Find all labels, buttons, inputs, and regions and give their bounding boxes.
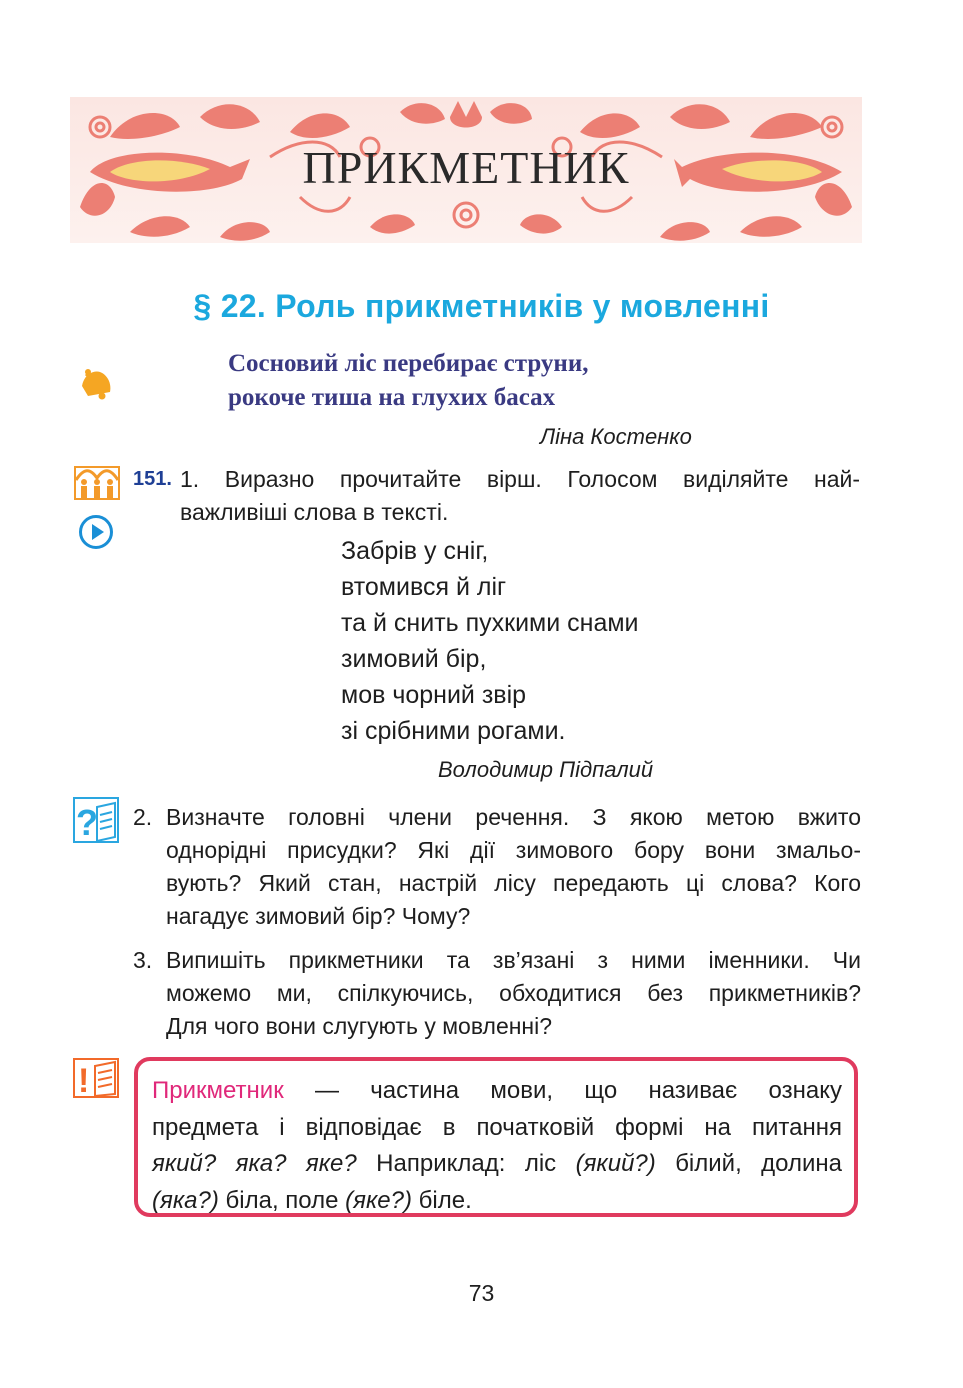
rule-questions: який? яка? яке? xyxy=(152,1150,357,1177)
rule-text: біла, поле xyxy=(218,1186,346,1214)
rule-line xyxy=(152,1146,842,1183)
listen-icon xyxy=(74,466,120,500)
task-3-line: Для чого вони слугують у мовленні? xyxy=(166,1013,553,1039)
task-3-text: Випишіть прикметники та зв’язані з ними іменники. Чи xyxy=(166,947,861,973)
poem-author: Володимир Підпалий xyxy=(438,757,654,782)
task-3-number: 3. xyxy=(133,947,153,973)
rule-question: (яка?) xyxy=(152,1186,219,1214)
svg-text:!: ! xyxy=(78,1062,90,1098)
rule-question: (який?) xyxy=(575,1150,656,1177)
rule-line: предмета і відповідає в початковій формі на питання xyxy=(152,1113,842,1141)
task-1-line: важливіші слова в тексті. xyxy=(180,499,449,525)
poem-line: зі срібними рогами. xyxy=(341,717,566,745)
exercise-number: 151. xyxy=(133,468,172,490)
task-1-line xyxy=(180,463,860,496)
section-heading: § 22. Роль прикметників у мовленні xyxy=(193,288,770,324)
svg-text:?: ? xyxy=(76,802,98,843)
rule-icon xyxy=(73,1058,119,1098)
bell-icon xyxy=(78,364,116,402)
chapter-banner xyxy=(70,97,862,243)
task-2-line: однорідні присудки? Які дії зимового бору вони змальо- xyxy=(166,837,861,863)
rule-text: білий, долина xyxy=(655,1150,843,1177)
rule-question: (яке?) xyxy=(345,1186,412,1214)
task-1-text: Виразно прочитайте вірш. Голосом виділяйте най- xyxy=(224,466,861,492)
task-2-line xyxy=(133,801,861,834)
poem-line: та й снить пухкими снами xyxy=(341,609,639,637)
rule-box xyxy=(134,1057,858,1217)
rule-text: Наприклад: ліс xyxy=(356,1150,576,1177)
rule-line xyxy=(152,1073,842,1110)
task-3-line xyxy=(133,944,861,977)
task-1-number: 1. xyxy=(180,466,200,492)
rule-text: — частина мови, що називає ознаку xyxy=(283,1077,842,1104)
poem-line: зимовий бір, xyxy=(341,645,487,673)
rule-text: біле. xyxy=(411,1186,472,1214)
question-icon xyxy=(73,797,119,843)
poem-line: втомився й ліг xyxy=(341,573,507,601)
rule-term: Прикметник xyxy=(152,1077,284,1104)
epigraph-line: рокоче тиша на глухих басах xyxy=(228,384,556,411)
epigraph-line: Сосновий ліс перебирає струни, xyxy=(228,350,589,377)
poem-line: мов чорний звір xyxy=(341,681,527,709)
task-2 xyxy=(133,801,861,933)
poem-line: Забрів у сніг, xyxy=(341,537,489,565)
task-2-number: 2. xyxy=(133,804,153,830)
task-3 xyxy=(133,944,861,1043)
epigraph-author: Ліна Костенко xyxy=(540,424,692,449)
play-icon[interactable] xyxy=(78,514,114,550)
rule-line xyxy=(152,1183,842,1220)
task-2-line: нагадує зимовий бір? Чому? xyxy=(166,903,471,929)
page-number: 73 xyxy=(468,1280,495,1306)
chapter-title: ПРИКМЕТНИК xyxy=(302,142,630,193)
task-2-text: Визначте головні члени речення. З якою метою вжито xyxy=(166,804,861,830)
task-1 xyxy=(180,463,860,529)
task-3-line: можемо ми, спілкуючись, обходитися без прикметників? xyxy=(166,980,861,1006)
task-2-line: вують? Який стан, настрій лісу передають ці слова? Кого xyxy=(166,870,861,896)
